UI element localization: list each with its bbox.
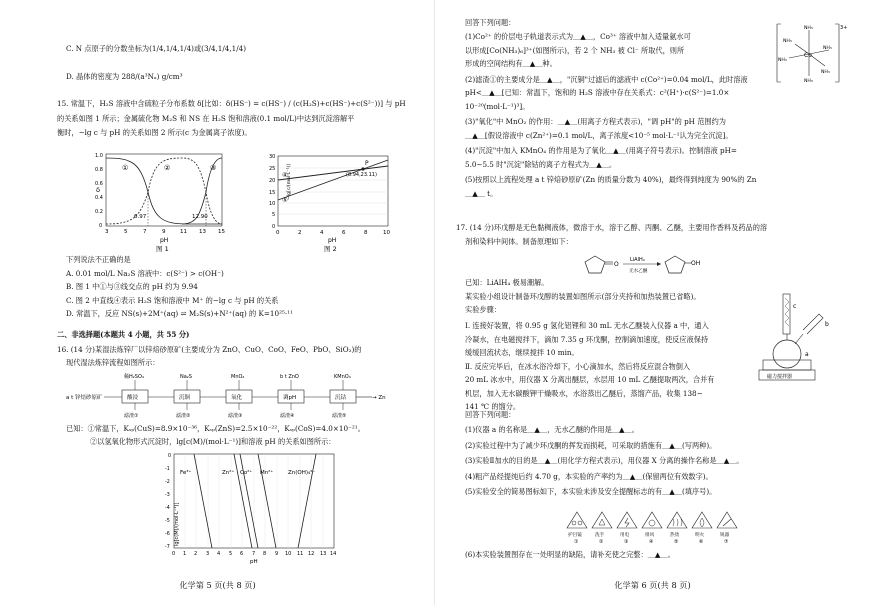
q17-part-line: (5)实验安全的简易图标如下，本实验未涉及安全提醒标志的有＿▲＿(填序号)。 — [465, 487, 717, 496]
svg-text:5: 5 — [272, 212, 276, 218]
q15-line: 15. 常温下，H₂S 溶液中含硫粒子分布系数 δ[比如：δ(HS⁻) = c(HS⁻) / (c(H₂S)+c(HS⁻)+c(S²⁻))] 与 pH — [57, 99, 406, 108]
svg-text:④: ④ — [649, 539, 654, 545]
q16-stem — [57, 345, 361, 367]
flow-step-3: 氧化 — [231, 395, 243, 401]
hydroxyl-group: OH — [691, 260, 701, 267]
q16-part-line: (1)Co²⁺ 的价层电子轨道表示式为＿▲＿，Co³⁺ 溶液中加入适量氨水可 — [465, 32, 691, 41]
svg-text:0.8: 0.8 — [95, 167, 103, 173]
figure-1-chart — [92, 152, 232, 252]
svg-text:-1: -1 — [165, 467, 170, 472]
q17-step-line: Ⅰ. 连接好装置，将 0.95 g 氢化铝锂和 30 mL 无水乙醚装入仪器 a 中，通入 — [465, 321, 709, 330]
q14-option-c: C. N 点原子的分数坐标为(1/4,1/4,1/4)或(3/4,1/4,1/4) — [66, 44, 247, 53]
svg-text:用电: 用电 — [620, 533, 630, 538]
svg-text:-5: -5 — [165, 519, 170, 524]
label-c: c — [793, 303, 797, 310]
page-6-footer: 化学第 6 页(共 8 页) — [614, 580, 691, 591]
svg-text:①: ① — [574, 539, 579, 545]
svg-text:8: 8 — [364, 230, 368, 236]
svg-text:洗手: 洗手 — [595, 533, 605, 538]
fig3-labels — [180, 469, 315, 476]
hand-wash-icon — [592, 512, 612, 545]
svg-text:b t ZnO: b t ZnO — [280, 374, 299, 380]
svg-text:明火: 明火 — [695, 533, 705, 538]
hydroxide-precipitation-chart — [160, 450, 340, 565]
svg-text:热烫: 热烫 — [670, 533, 680, 538]
fig1-caption: 图 1 — [156, 245, 169, 253]
q17-step-line: 141 ℃ 的馏分。 — [465, 402, 521, 411]
q16-line: 现代湿法炼锌流程如图所示： — [66, 357, 160, 367]
svg-text:-7: -7 — [165, 545, 170, 550]
q16-part-line: ＿▲＿ t。 — [465, 188, 498, 198]
q17-line: 17. (14 分)环戊醇是无色黏稠液体，微溶于水，溶于乙醇、丙酮、乙醚，主要用作香料及药品的溶 — [456, 223, 768, 232]
dropping-funnel — [803, 314, 823, 334]
q17-step-line: 20 mL 冰水中，用仪器 X 分离出醚层，水层用 10 mL 乙醚提取两次，合并有 — [465, 375, 715, 384]
ventilation-icon — [642, 512, 662, 545]
complex-center: Co — [804, 52, 812, 59]
flow-step-4: 调pH — [283, 395, 297, 401]
q17-steps — [465, 321, 714, 412]
cyclopentanol-ring — [665, 256, 685, 273]
fig2-point-p — [361, 167, 364, 170]
q16-part-line: 形成的空间结构有＿▲＿种。 — [465, 59, 557, 68]
fig3-grid — [185, 454, 323, 548]
q17-step-line: 机层，加入无水碳酸钾干燥吸水，水浴蒸出乙醚后，蒸馏产品，收集 138∼ — [465, 388, 703, 398]
svg-text:3: 3 — [105, 229, 109, 235]
svg-text:30: 30 — [269, 154, 276, 160]
svg-text:滤渣④: 滤渣④ — [280, 413, 295, 419]
svg-text:NH₃: NH₃ — [804, 26, 813, 31]
svg-text:NH₃: NH₃ — [823, 46, 832, 51]
svg-text:25: 25 — [269, 166, 276, 172]
svg-text:10: 10 — [285, 551, 292, 557]
svg-text:0: 0 — [172, 551, 176, 557]
cobalt-complex-diagram — [775, 20, 847, 86]
reaction-reagent: LiAlH₄ — [630, 257, 645, 263]
svg-text:4: 4 — [320, 230, 324, 236]
fig2-frame — [278, 156, 388, 226]
svg-text:11: 11 — [297, 551, 304, 557]
label-a: a — [805, 351, 809, 358]
svg-text:⑤: ⑤ — [674, 539, 679, 545]
svg-text:⑥: ⑥ — [699, 539, 704, 545]
svg-text:12: 12 — [308, 551, 315, 557]
svg-text:9: 9 — [162, 229, 166, 235]
fig2-line-label-4: ④ — [282, 171, 288, 179]
hot-surface-icon — [667, 512, 687, 545]
svg-text:Zn²⁺: Zn²⁺ — [222, 470, 235, 476]
flow-end: → Zn — [372, 395, 386, 401]
q16-given-line: 已知：①常温下，Kₛₚ(CuS)=8.9×10⁻³⁶，Kₛₚ(ZnS)=2.5×10⁻²²，Kₛₚ(CoS)=4.0×10⁻²¹。 — [66, 424, 365, 433]
svg-text:NH₃: NH₃ — [783, 39, 792, 44]
q15-line: 的关系如图 1 所示；金属硫化物 M₂S 和 NS 在 H₂S 饱和溶液(0.1 mol/L)中达到沉淀溶解平 — [57, 113, 355, 123]
reflux-apparatus-diagram — [745, 290, 845, 390]
fig1-curve-label-3: ③ — [210, 164, 217, 172]
svg-text:7: 7 — [252, 551, 256, 557]
flask-a — [773, 340, 801, 368]
svg-text:0: 0 — [168, 454, 172, 459]
q16-part-line: (2)滤渣①的主要成分是＿▲＿，"沉铜"过滤后的滤液中 c(Co²⁺)=0.04 mol/L，此时溶液 — [465, 74, 748, 84]
svg-text:滤渣①: 滤渣① — [124, 413, 139, 419]
q16-part-line: ＿▲＿[假设溶液中 c(Zn²⁺)=0.1 mol/L，离子浓度<10⁻⁵ mol·L⁻¹认为完全沉淀]。 — [465, 130, 733, 140]
stirrer-label: 磁力搅拌器 — [767, 374, 793, 380]
fig1-curve-label-1: ① — [122, 164, 129, 172]
svg-text:滤渣⑤: 滤渣⑤ — [332, 413, 347, 419]
electricity-icon — [617, 512, 637, 545]
svg-text:排风: 排风 — [645, 533, 655, 538]
fig1-annotation-2: 12.90 — [192, 214, 208, 220]
flow-step-5: 沉钴 — [335, 395, 347, 401]
page-6 — [435, 0, 870, 605]
q14-option-d: D. 晶体的密度为 288/(a³Nₐ) g/cm³ — [66, 72, 183, 81]
flow-steps — [122, 390, 386, 403]
q15-option-d: D. 常温下，反应 NS(s)+2M⁺(aq) ⇌ M₂S(s)+N²⁺(aq) 的 K=10²⁵·¹¹ — [66, 309, 293, 318]
goggles-icon — [567, 512, 587, 545]
safety-icons-row — [565, 510, 745, 546]
svg-text:20: 20 — [269, 178, 276, 184]
svg-text:3: 3 — [206, 551, 210, 557]
svg-text:0.4: 0.4 — [95, 195, 103, 201]
q16-line: 16. (14 分)某湿法炼锌厂以锌焙砂原矿(主要成分为 ZnO、CuO、CoO、FeO、PbO、SiO₂)的 — [57, 345, 362, 354]
svg-text:锐器: 锐器 — [720, 533, 730, 538]
fig1-xticks — [105, 229, 225, 235]
svg-text:②: ② — [599, 539, 604, 545]
q16-part-line: (3)"氧化"中 MnO₂ 的作用：＿▲＿(用离子方程式表示)，"调 pH"的 pH 范围约为 — [465, 117, 726, 126]
svg-text:护目镜: 护目镜 — [568, 533, 582, 538]
svg-text:15: 15 — [269, 190, 276, 196]
flow-reagents — [124, 373, 351, 380]
reaction-scheme — [585, 252, 705, 276]
q16-part-line: 10⁻²⁰(mol·L⁻¹)³]。 — [465, 101, 530, 111]
q16-part-line: 5.0∼5.5 时"沉淀"除钴的离子方程式为＿▲＿。 — [465, 159, 617, 169]
svg-text:7: 7 — [143, 229, 147, 235]
svg-text:1: 1 — [183, 551, 187, 557]
svg-text:4: 4 — [217, 551, 221, 557]
fig1-ylabel: δ — [96, 186, 100, 194]
sharp-object-icon — [717, 512, 737, 545]
q16-answer-head: 回答下列问题： — [465, 18, 516, 27]
svg-text:-6: -6 — [165, 532, 170, 537]
svg-text:2: 2 — [298, 230, 302, 236]
svg-text:5: 5 — [124, 229, 128, 235]
carbonyl-oxygen: O — [614, 261, 619, 268]
condenser — [783, 294, 790, 334]
q15-question: 下列说法不正确的是 — [66, 255, 131, 264]
svg-text:NH₃: NH₃ — [778, 58, 787, 63]
svg-text:滤渣②: 滤渣② — [176, 413, 191, 419]
svg-text:Mn²⁺: Mn²⁺ — [260, 470, 274, 476]
zinc-process-flowchart — [66, 372, 396, 420]
fig2-xticks — [276, 230, 390, 236]
q17-step-line: 冷凝水，在电磁搅拌下，滴加 7.35 g 环戊酮，控制滴加速度，使反应液保持 — [465, 334, 709, 344]
q17-last-part: (6)本实验装置图存在一处明显的缺陷，请补充使之完整：＿▲＿。 — [465, 550, 675, 559]
q17-after-line: 某实验小组设计制备环戊醇的装置如图所示(部分夹持和加热装置已省略)。 — [465, 291, 701, 301]
complex-charge: 3+ — [840, 25, 848, 31]
svg-text:-4: -4 — [165, 506, 170, 511]
page-5-footer: 化学第 5 页(共 8 页) — [179, 580, 256, 591]
q17-known — [465, 278, 701, 315]
svg-text:0.6: 0.6 — [95, 181, 103, 187]
q17-answer-head: 回答下列问题： — [465, 410, 516, 419]
svg-text:6: 6 — [240, 551, 244, 557]
fig2-xlabel: pH — [328, 237, 337, 244]
svg-text:MnO₂: MnO₂ — [231, 374, 245, 380]
flow-residues — [124, 412, 346, 419]
svg-text:10: 10 — [269, 201, 276, 207]
q15-option-a: A. 0.01 mol/L Na₂S 溶液中：c(S²⁻) > c(OH⁻) — [66, 268, 224, 278]
q16-parts — [465, 32, 756, 198]
q17-after-line: 已知：LiAlH₄ 极易潮解。 — [465, 278, 549, 287]
q16-part-line: pH<＿▲＿[已知：常温下，饱和的 H₂S 溶液中存在关系式：c²(H⁺)·c(S²⁻)=1.0× — [465, 88, 730, 97]
svg-text:③: ③ — [624, 539, 629, 545]
q15-options — [66, 255, 293, 319]
svg-text:14: 14 — [330, 551, 337, 557]
q16-part-line: (4)"沉淀"中加入 KMnO₄ 的作用是为了氧化＿▲＿(用离子符号表示)。控制溶液 pH= — [465, 146, 737, 155]
svg-text:滤渣③: 滤渣③ — [228, 413, 243, 419]
svg-text:稀H₂SO₄: 稀H₂SO₄ — [124, 374, 144, 380]
fig3-ylabel: lg[c(M)/(mol·L⁻¹)] — [174, 502, 180, 546]
q15-option-b: B. 图 1 中①与③线交点的 pH 约为 9.94 — [66, 282, 198, 291]
svg-text:8: 8 — [263, 551, 267, 557]
fig1-xlabel: pH — [160, 237, 169, 244]
q15-stem — [57, 99, 406, 138]
svg-text:0: 0 — [276, 230, 280, 236]
flow-step-2: 沉铜 — [179, 395, 191, 401]
fig1-curve-label-2: ② — [164, 164, 171, 172]
fig2-yticks — [269, 154, 275, 230]
svg-text:9: 9 — [275, 551, 279, 557]
q17-step-line: 缓缓回流状态，继续搅拌 10 min。 — [465, 348, 579, 357]
q17-part-line: (2)实验过程中为了减少环戊酮的挥发而损耗，可采取的措施有＿▲＿(写两种)。 — [465, 440, 717, 450]
q16-given-line: ②以氢氧化物形式沉淀时，lg[c(M)/(mol·L⁻¹)]和溶液 pH 的关系如图所示： — [90, 436, 336, 446]
q17-step-line: Ⅱ. 反应完毕后，在冰水浴冷却下，小心滴加水，然后将反应混合物倒入 — [465, 361, 691, 371]
fig1-annotation-1: 6.97 — [134, 214, 147, 220]
svg-text:-2: -2 — [165, 480, 170, 485]
q17-parts — [465, 425, 744, 497]
q17-stem — [456, 223, 767, 246]
q16-part-line: 以形成[Co(NH₃)₆]³⁺(如图所示)，若 2 个 NH₃ 被 Cl⁻ 所取代，则所 — [465, 45, 685, 55]
svg-text:13: 13 — [320, 551, 327, 557]
fig2-line-label-5: ⑤ — [282, 196, 288, 204]
q15-option-c: C. 图 2 中直线④表示 H₂S 饱和溶液中 M⁺ 的−lg c 与 pH 的关系 — [66, 295, 279, 305]
cyclopentanone-ring — [585, 256, 605, 273]
bath — [763, 360, 811, 370]
q17-part-line: (1)仪器 a 的名称是＿▲＿，无水乙醚的作用是＿▲＿。 — [465, 425, 639, 434]
svg-text:15: 15 — [218, 229, 225, 235]
q17-part-line: (3)实验Ⅱ加水的目的是＿▲＿(用化学方程式表示)，用仪器 X 分离的操作名称是＿▲＿。 — [465, 456, 744, 465]
q16-part-line: (5)按照以上流程处理 a t 锌焙砂原矿(Zn 的质量分数为 40%)，最终得到纯度为 90%的 Zn — [465, 175, 757, 184]
fig2-ylabel: −lg[c/(mol·L⁻¹)] — [287, 163, 292, 200]
flow-start: a t 锌焙砂原矿 — [66, 395, 103, 401]
svg-text:6: 6 — [342, 230, 346, 236]
svg-text:10: 10 — [383, 230, 390, 236]
q17-line: 剂和染料中间体。制备原理如下： — [465, 236, 573, 246]
svg-text:Zn(OH)₄²⁻: Zn(OH)₄²⁻ — [288, 470, 316, 476]
fig3-xlabel: pH — [250, 559, 258, 565]
q17-part-line: (4)粗产品经提纯后约 4.70 g，本实验的产率约为＿▲＿(保留两位有效数字)。 — [465, 471, 713, 481]
svg-text:13: 13 — [199, 229, 206, 235]
svg-text:KMnO₄: KMnO₄ — [334, 374, 351, 380]
svg-text:5: 5 — [229, 551, 233, 557]
reaction-solvent: 无水乙醚 — [629, 269, 648, 274]
svg-text:2: 2 — [194, 551, 198, 557]
svg-text:11: 11 — [180, 229, 187, 235]
q17-after-line: 实验步骤： — [465, 305, 501, 314]
q16-given — [66, 424, 365, 446]
figure-2-chart — [262, 152, 397, 252]
svg-text:0: 0 — [272, 224, 276, 230]
svg-text:NH₃: NH₃ — [804, 79, 813, 84]
fig3-lines — [194, 454, 316, 548]
open-flame-icon — [692, 512, 712, 545]
svg-text:NH₃: NH₃ — [821, 70, 830, 75]
flow-step-1: 酸浸 — [127, 395, 139, 401]
fig2-point-name: P — [365, 160, 369, 167]
svg-text:-3: -3 — [165, 493, 170, 498]
svg-text:0.2: 0.2 — [95, 209, 103, 215]
section-heading: 二、非选择题(本题共 4 小题，共 55 分) — [57, 330, 190, 339]
svg-text:0: 0 — [99, 223, 103, 229]
svg-text:⑦: ⑦ — [724, 539, 729, 545]
fig3-xticks — [172, 551, 336, 557]
fig2-caption: 图 2 — [324, 245, 337, 253]
svg-text:Na₂S: Na₂S — [180, 374, 192, 380]
svg-text:Fe³⁺: Fe³⁺ — [180, 470, 192, 476]
svg-text:Co²⁺: Co²⁺ — [240, 470, 253, 476]
fig2-point-coord: (8.94,23.11) — [346, 172, 377, 178]
q15-line: 衡时，−lg c 与 pH 的关系如图 2 所示(c 为金属离子浓度)。 — [57, 128, 252, 137]
label-b: b — [825, 321, 829, 328]
fig3-yticks — [165, 453, 171, 550]
svg-text:1.0: 1.0 — [95, 153, 103, 159]
